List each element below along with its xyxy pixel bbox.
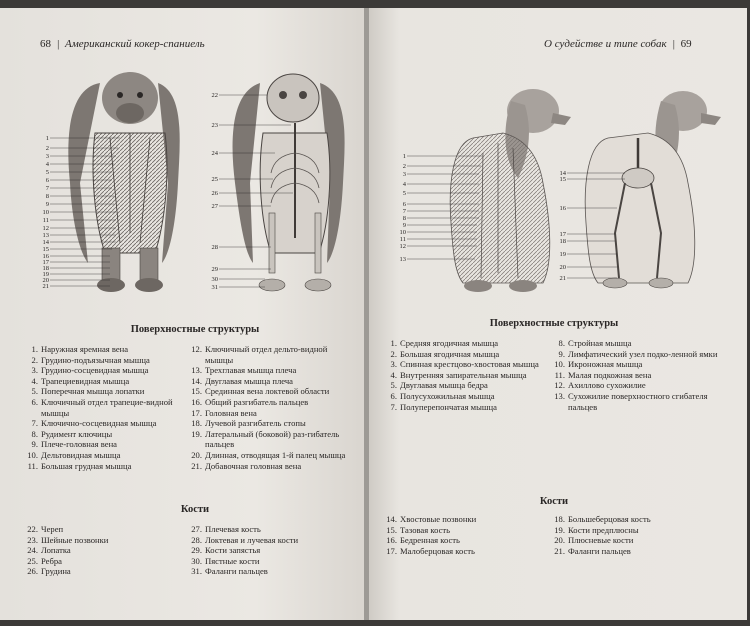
callout-label: 10 — [399, 229, 406, 236]
callout-label: 8 — [45, 193, 49, 200]
list-item: 11. Малая подкожная вена — [554, 369, 652, 380]
callout-label: 16 — [559, 205, 566, 212]
right-bones-title: Кости — [539, 496, 569, 507]
list-item: 22. Череп — [27, 524, 64, 534]
list-item: 20. Плюсневые кости — [554, 535, 634, 546]
list-item: 9. Плече-головная вена — [31, 439, 117, 450]
list-item: 10. Дельтовидная мышца — [27, 449, 121, 460]
callout-label: 14 — [42, 239, 49, 246]
right-running-title: О судействе и типе собак — [544, 38, 667, 50]
callout-label: 31 — [211, 284, 218, 291]
dog-front-muscles-figure — [40, 63, 190, 298]
list-item: 24. Лопатка — [27, 545, 71, 556]
list-item: 19. Кости предплюсны — [554, 524, 639, 535]
dog-rear-skeleton-figure — [553, 83, 733, 293]
list-item: 11. Большая грудная мышца — [27, 460, 132, 471]
list-item: 14. Двуглавая мышца плеча — [191, 375, 293, 386]
list-item: 3. Грудино-сосцевидная мышца — [31, 365, 149, 376]
list-item: 7. Полуперепончатая мышца — [390, 401, 497, 412]
callout-label: 1 — [45, 135, 49, 142]
callout-label: 8 — [402, 215, 406, 222]
right-page — [369, 8, 747, 620]
list-item: 14. Хвостовые позвонки — [386, 514, 477, 524]
list-item: 18. Лучевой разгибатель стопы — [191, 418, 306, 429]
callout-label: 25 — [211, 176, 218, 183]
callout-label: 15 — [42, 246, 49, 253]
list-item: 9. Лимфатический узел подко-ленной ямки — [558, 348, 718, 359]
list-item: 10. Икроножная мышца — [554, 359, 643, 370]
left-superficial-list-2 — [188, 344, 353, 471]
callout-label: 19 — [559, 251, 566, 258]
list-item: 21. Фаланги пальцев — [554, 545, 631, 556]
callout-label: 26 — [211, 190, 218, 197]
list-item: 30. Пястные кости — [191, 555, 260, 566]
dog-front-skeleton-figure — [205, 63, 355, 298]
list-item: 16. Бедренная кость — [386, 535, 460, 546]
list-item: 20. Длинная, отводящая 1-й палец мышца — [191, 449, 346, 460]
callout-label: 7 — [45, 185, 49, 192]
right-superficial-title: Поверхностные структуры — [489, 318, 619, 329]
list-item: 5. Двуглавая мышца бедра — [390, 380, 488, 391]
callout-label: 24 — [211, 150, 218, 157]
right-bones-list-2 — [551, 514, 721, 556]
list-item: 1. Наружная яремная вена — [31, 344, 129, 354]
callout-label: 10 — [42, 209, 49, 216]
callout-label: 29 — [211, 266, 218, 273]
left-superficial-title: Поверхностные структуры — [130, 324, 260, 335]
callout-label: 28 — [211, 244, 218, 251]
list-item: 13. Сухожилие поверхностного сгибателя пальцев — [554, 390, 708, 412]
list-item: 12. Ключичный отдел дельто-видной мышцы — [191, 344, 328, 365]
left-bones-list-1 — [24, 524, 184, 577]
list-item: 12. Ахиллово сухожилие — [554, 380, 646, 391]
list-item: 15. Срединная вена локтевой области — [191, 386, 330, 397]
list-item: 13. Трехглавая мышца плеча — [191, 365, 297, 376]
left-bones-title: Кости — [180, 504, 210, 515]
list-item: 19. Латеральный (боковой) раз-гибатель пальцев — [191, 428, 340, 450]
list-item: 7. Ключично-сосцевидная мышца — [31, 418, 157, 429]
list-item: 25. Ребра — [27, 555, 62, 566]
right-bones-list-1 — [383, 514, 545, 556]
left-running-head: 68 | Американский кокер-спаниель — [40, 38, 205, 50]
right-superficial-list-1 — [383, 338, 545, 412]
callout-label: 12 — [399, 243, 406, 250]
list-item: 31. Фаланги пальцев — [191, 566, 268, 577]
callout-label: 23 — [211, 122, 218, 129]
callout-label: 22 — [211, 92, 218, 99]
list-item: 6. Полусухожильная мышца — [390, 390, 495, 401]
list-item: 16. Общий разгибатель пальцев — [191, 396, 309, 407]
callout-label: 9 — [45, 201, 49, 208]
callout-label: 7 — [402, 208, 406, 215]
list-item: 8. Стройная мышца — [558, 338, 632, 348]
list-item: 8. Рудимент ключицы — [31, 428, 113, 439]
callout-label: 30 — [211, 276, 218, 283]
callout-label: 18 — [559, 238, 566, 245]
callout-label: 13 — [42, 232, 49, 239]
callout-label: 2 — [45, 145, 49, 152]
callout-label: 1 — [402, 153, 406, 160]
list-item: 28. Локтевая и лучевая кости — [191, 534, 299, 545]
left-page — [0, 8, 366, 620]
list-item: 21. Добавочная головная вена — [191, 460, 302, 471]
callout-label: 4 — [402, 181, 406, 188]
callout-label: 6 — [45, 177, 49, 184]
callout-label: 20 — [42, 277, 49, 284]
dog-rear-muscles-figure — [393, 83, 573, 293]
list-item: 5. Поперечная мышца лопатки — [31, 386, 145, 397]
callout-label: 19 — [42, 271, 49, 278]
callout-label: 14 — [559, 170, 566, 177]
list-item: 17. Головная вена — [191, 407, 257, 418]
callout-label: 12 — [42, 225, 49, 232]
right-running-head: О судействе и типе собак | 69 — [544, 38, 692, 50]
callout-label: 15 — [559, 176, 566, 183]
right-page-number: 69 — [680, 38, 692, 50]
callout-label: 17 — [42, 259, 49, 266]
callout-label: 27 — [211, 203, 218, 210]
callout-label: 11 — [42, 217, 49, 224]
list-item: 1. Средняя ягодичная мышца — [390, 338, 499, 348]
callout-label: 13 — [399, 256, 406, 263]
callout-label: 20 — [559, 264, 566, 271]
callout-label: 5 — [402, 190, 406, 197]
callout-label: 9 — [402, 222, 406, 229]
callout-label: 6 — [402, 201, 406, 208]
callout-label: 2 — [402, 163, 406, 170]
list-item: 2. Большая ягодичная мышца — [390, 348, 500, 359]
callout-label: 21 — [42, 283, 49, 290]
callout-label: 5 — [45, 169, 49, 176]
callout-label: 16 — [42, 253, 49, 260]
list-item: 18. Большеберцовая кость — [554, 514, 651, 524]
callout-label: 21 — [559, 275, 566, 282]
list-item: 4. Трапециевидная мышца — [31, 375, 130, 386]
callout-label: 4 — [45, 161, 49, 168]
list-item: 23. Шейные позвонки — [27, 534, 109, 545]
list-item: 26. Грудина — [27, 566, 71, 577]
list-item: 6. Ключичный отдел трапецие-видной мышцы — [31, 396, 173, 418]
callout-label: 18 — [42, 265, 49, 272]
callout-label: 11 — [399, 236, 406, 243]
list-item: 27. Плечевая кость — [191, 524, 261, 534]
left-page-number: 68 — [40, 38, 51, 50]
right-superficial-list-2 — [551, 338, 721, 412]
callout-label: 17 — [559, 231, 566, 238]
left-bones-list-2 — [188, 524, 353, 577]
list-item: 3. Спинная крестцово-хвостовая мышца — [390, 359, 539, 370]
list-item: 4. Внутренняя запирательная мышца — [390, 369, 527, 380]
callout-label: 3 — [402, 171, 406, 178]
left-running-title: Американский кокер-спаниель — [65, 38, 205, 50]
list-item: 2. Грудино-подъязычная мышца — [31, 354, 150, 365]
list-item: 17. Малоберцовая кость — [386, 545, 475, 556]
callout-label: 3 — [45, 153, 49, 160]
list-item: 29. Кости запястья — [191, 545, 261, 556]
list-item: 15. Тазовая кость — [386, 524, 451, 535]
left-superficial-list-1 — [24, 344, 184, 471]
